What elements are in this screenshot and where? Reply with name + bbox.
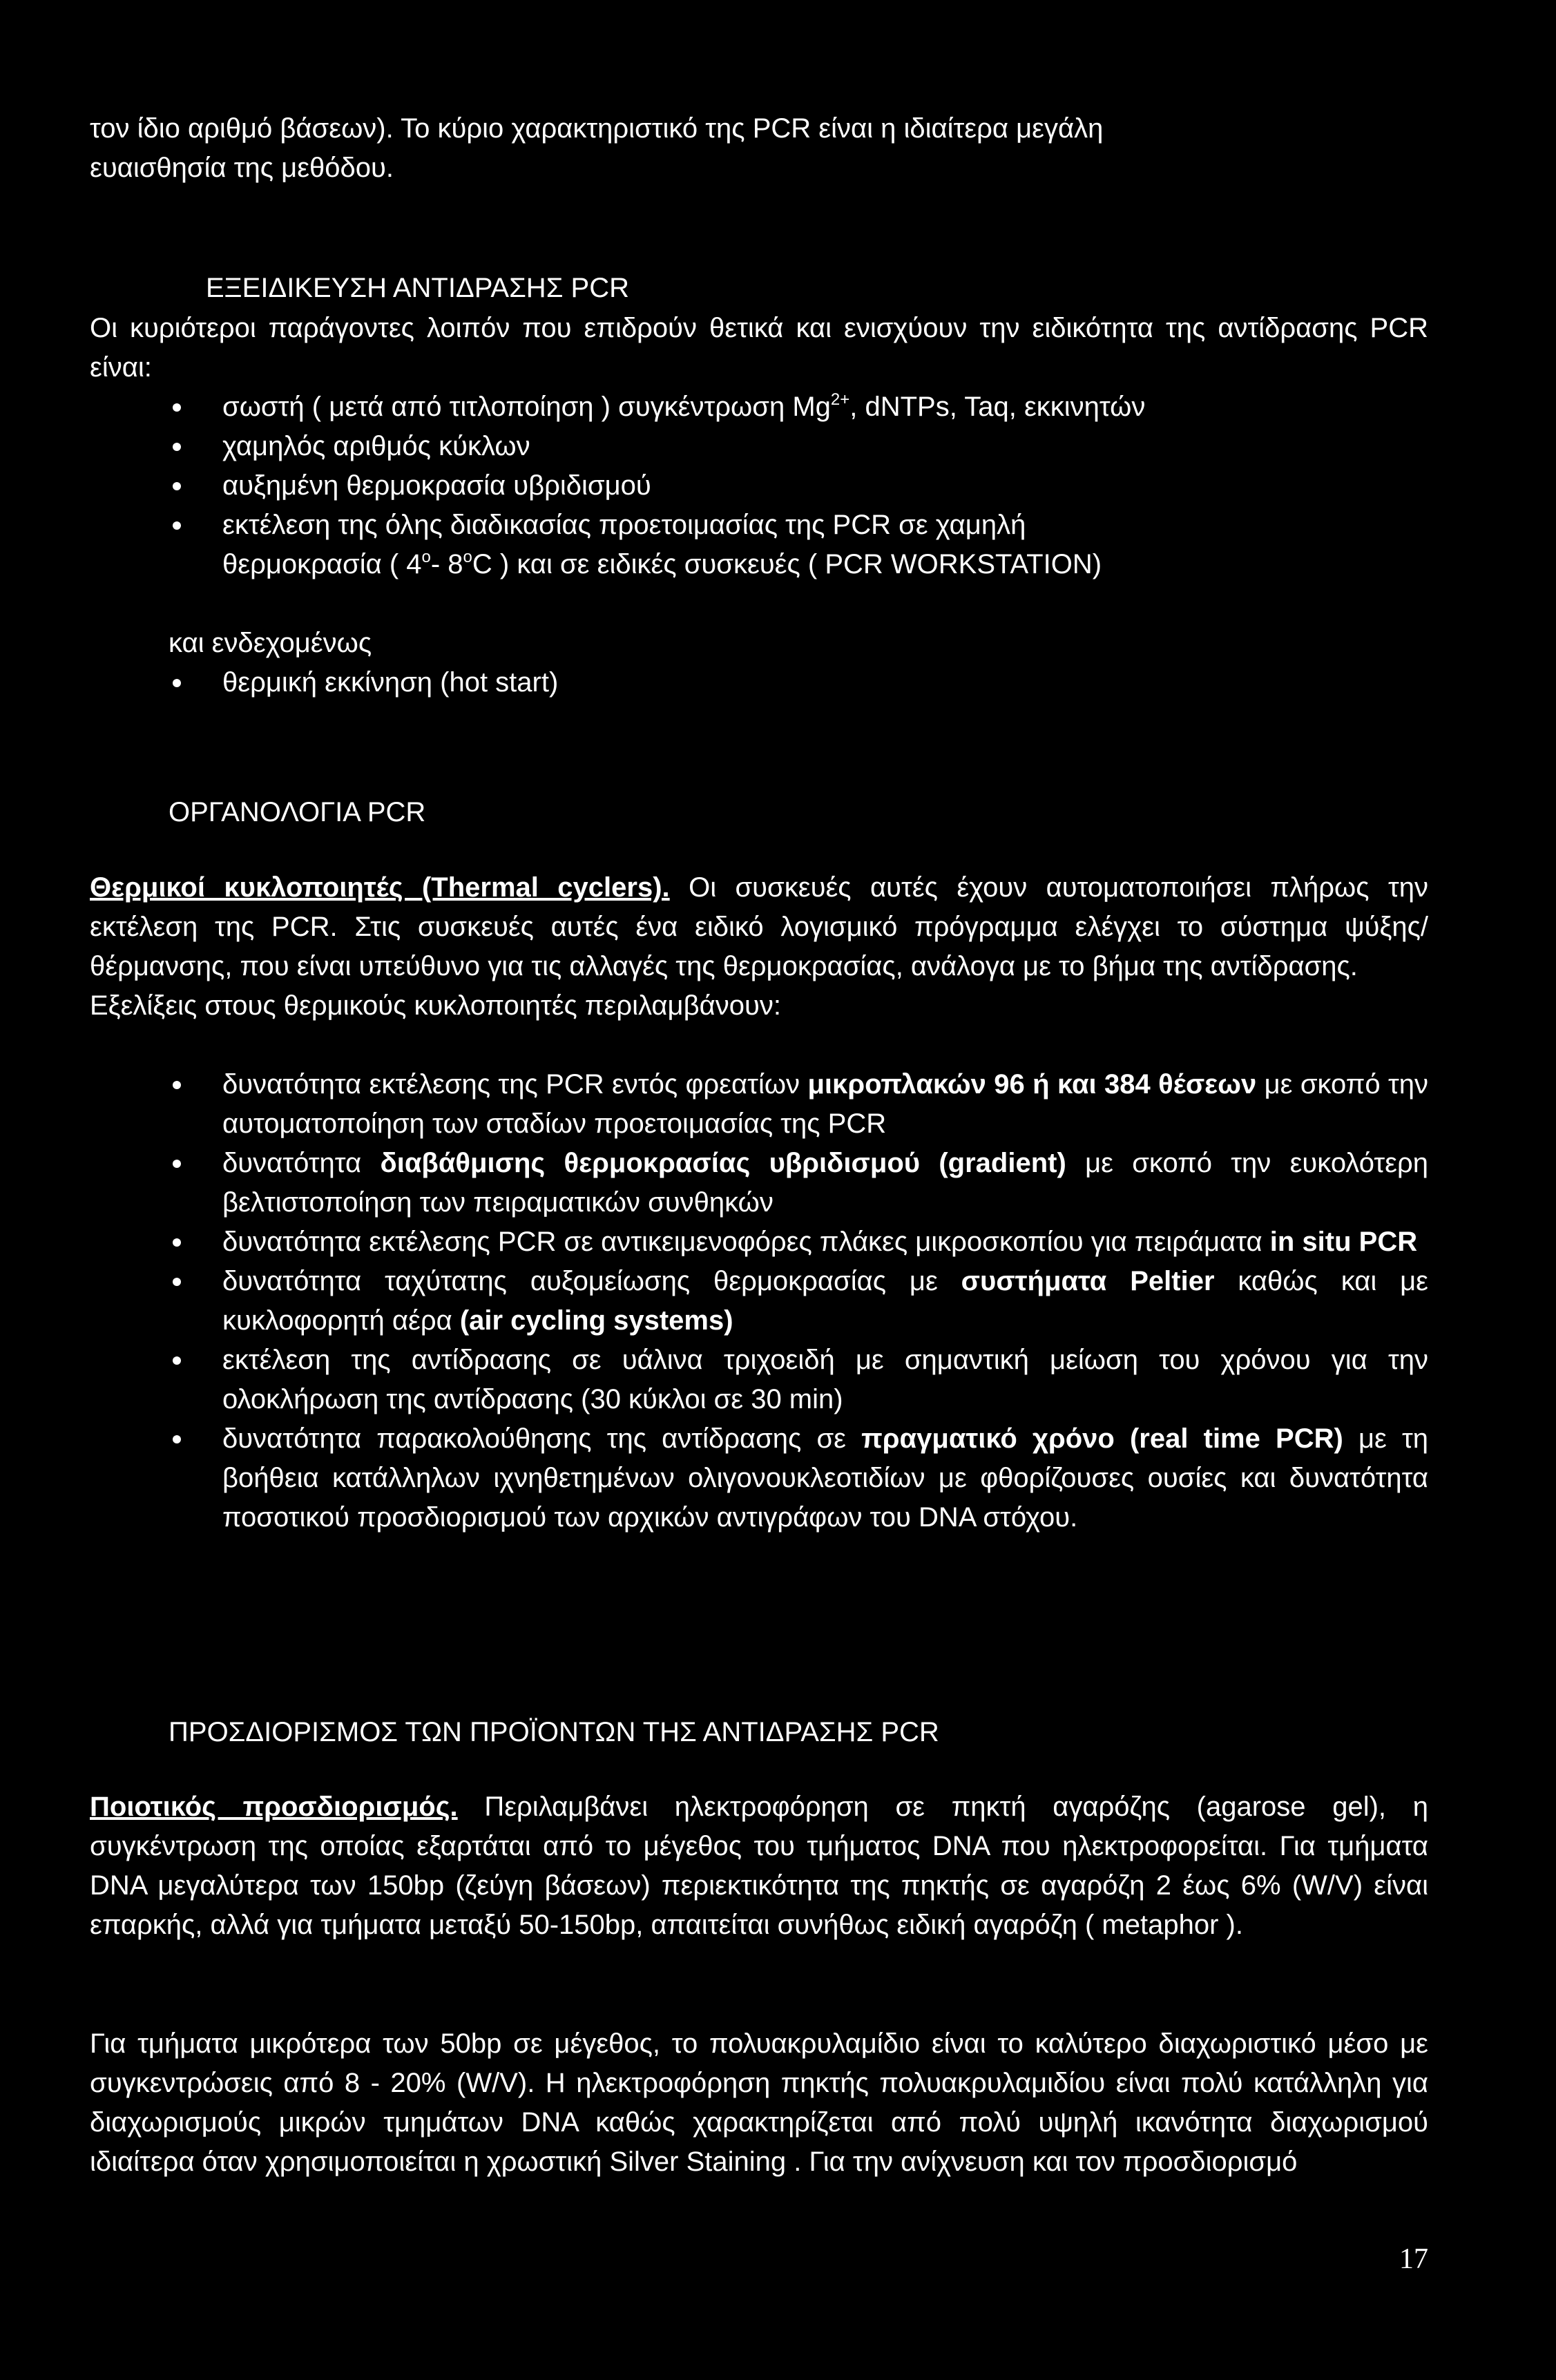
list-item: [169, 466, 1428, 506]
list-item-text: [222, 1065, 1428, 1144]
superscript: o: [463, 548, 472, 566]
list-item: [169, 506, 1428, 584]
polyacrylamide-paragraph: [90, 2024, 1428, 2182]
text-span: καθώς και με κυκλοφορητή αέρα: [222, 1266, 1428, 1336]
bold-span: μικροπλακών 96 ή και 384 θέσεων: [807, 1069, 1257, 1100]
intro-line-2: ευαισθησία της μεθόδου.: [90, 153, 394, 183]
list-item-line: [222, 545, 1428, 584]
text-span: δυνατότητα εκτέλεσης της PCR εντός φρεατίων: [222, 1069, 808, 1100]
list-item: [169, 663, 1428, 702]
paragraph-title: Ποιοτικός προσδιορισμός.: [90, 1792, 458, 1822]
thermal-cyclers-paragraph: [90, 868, 1428, 1026]
paragraph-text: Για τμήματα μικρότερα των 50bp σε μέγεθος, το πολυακρυλαμίδιο είναι το καλύτερο διαχωριστικό μέσο με συγκεντρώσεις από 8 - 20% (W/V). Η ηλεκτροφόρηση πηκτής πολυακρυλαμιδίου είναι πολύ κατάλληλη για διαχωρισμούς μικρών τμημάτων DNA καθώς χαρακτηρίζεται από πολύ υψηλή ικανότητα διαχωρισμού ιδιαίτερα όταν χρησιμοποιείται η χρωστική Silver Staining . Για την ανίχνευση και τον προσδιορισμό: [90, 2028, 1428, 2177]
section-heading-instruments: ΟΡΓΑΝΟΛΟΓΙΑ PCR: [169, 797, 426, 827]
section-heading-specificity: ΕΞΕΙΔΙΚΕΥΣΗ ΑΝΤΙΔΡΑΣΗΣ PCR: [206, 273, 629, 303]
list-item-text: εκτέλεση της αντίδρασης σε υάλινα τριχοειδή με σημαντική μείωση του χρόνου για την ολοκλήρωση της αντίδρασης (30 κύκλοι σε 30 min): [222, 1345, 1428, 1414]
list-item-text: θερμοκρασία ( 4: [222, 549, 422, 579]
paragraph: [90, 1787, 1428, 1945]
list-item-text: [222, 1222, 1428, 1262]
qualitative-paragraph: [90, 1787, 1428, 1945]
specificity-list: [169, 387, 1428, 584]
list-item: [169, 427, 1428, 466]
developments-intro: Εξελίξεις στους θερμικούς κυκλοποιητές περιλαμβάνουν:: [90, 990, 781, 1021]
list-item: [169, 1262, 1428, 1341]
superscript: o: [421, 548, 431, 566]
list-item-text: χαμηλός αριθμός κύκλων: [222, 431, 530, 461]
specificity-intro: [90, 309, 1428, 387]
list-item: [169, 1222, 1428, 1262]
list-item-text: - 8: [430, 549, 463, 579]
paragraph-text: Περιλαμβάνει ηλεκτροφόρηση σε πηκτή αγαρόζης (agarose gel), η συγκέντρωση της οποίας εξαρτάται από το μέγεθος του τμήματος DNA που ηλεκτροφορείται. Για τμήματα DNA μεγαλύτερα των 150bp (ζεύγη βάσεων) περιεκτικότητα της πηκτής σε αγαρόζη 2 έως 6% (W/V) είναι επαρκής, αλλά για τμήματα μεταξύ 50-150bp, απαιτείται συνήθως ειδική αγαρόζη ( metaphor ).: [90, 1792, 1428, 1940]
text-span: με σκοπό την ευκολότερη βελτιστοποίηση των πειραματικών συνθηκών: [222, 1148, 1429, 1218]
bold-span: (air cycling systems): [459, 1305, 733, 1336]
list-item: [169, 1419, 1428, 1537]
intro-text: [90, 109, 1428, 188]
text-span: δυνατότητα ταχύτατης αυξομείωσης θερμοκρασίας με: [222, 1266, 961, 1296]
text-span: με σκοπό την αυτοματοποίηση των σταδίων προετοιμασίας της PCR: [222, 1069, 1429, 1139]
page-number: 17: [1399, 2243, 1428, 2275]
developments-list: [169, 1065, 1428, 1537]
list-item: [169, 1341, 1428, 1419]
list-item-text: θερμική εκκίνηση (hot start): [222, 667, 559, 698]
bold-span: συστήματα Peltier: [961, 1266, 1215, 1296]
list-item-text: [222, 1144, 1428, 1222]
text-span: δυνατότητα παρακολούθησης της αντίδρασης σε: [222, 1423, 862, 1454]
list-item-text: [222, 1262, 1428, 1341]
section-heading-products: ΠΡΟΣΔΙΟΡΙΣΜΟΣ ΤΩΝ ΠΡΟΪΟΝΤΩΝ ΤΗΣ ΑΝΤΙΔΡΑΣΗΣ PCR: [169, 1717, 939, 1747]
list-item-text: , dNTPs, Taq, εκκινητών: [849, 392, 1146, 422]
text-span: δυνατότητα εκτέλεσης PCR σε αντικειμενοφόρες πλάκες μικροσκοπίου για πειράματα: [222, 1227, 1270, 1257]
paragraph-text: Οι συσκευές αυτές έχουν αυτοματοποιήσει πλήρως την εκτέλεση της PCR. Στις συσκευές αυτές ένα ειδικό λογισμικό πρόγραμμα ελέγχει το σύστημα ψύξης/θέρμανσης, που είναι υπεύθυνο για τις αλλαγές της θερμοκρασίας, ανάλογα με το βήμα της αντίδρασης.: [90, 872, 1428, 981]
list-item: [169, 1144, 1428, 1222]
text-span: δυνατότητα: [222, 1148, 381, 1178]
paragraph-title: Θερμικοί κυκλοποιητές (Thermal cyclers).: [90, 872, 670, 903]
list-item-line: [222, 506, 1428, 545]
intro-line-1: τον ίδιο αριθμό βάσεων). Το κύριο χαρακτηριστικό της PCR είναι η ιδιαίτερα μεγάλη: [90, 113, 1104, 144]
superscript: 2+: [830, 390, 850, 409]
text-span: με τη βοήθεια κατάλληλων ιχνηθετημένων ολιγονουκλεοτιδίων με φθορίζουσες ουσίες και δυνατότητα ποσοτικού προσδιορισμού των αρχικών αντιγράφων του DNA στόχου.: [222, 1423, 1429, 1533]
list-item: [169, 1065, 1428, 1144]
bold-span: διαβάθμισης θερμοκρασίας υβριδισμού (gradient): [380, 1148, 1066, 1178]
bold-span: πραγματικό χρόνο (real time PCR): [861, 1423, 1343, 1454]
paragraph: [90, 868, 1428, 986]
bold-span: in situ PCR: [1269, 1227, 1418, 1257]
list-item-text: εκτέλεση της όλης διαδικασίας προετοιμασίας της PCR σε χαμηλή: [222, 510, 1026, 540]
specificity-connector: και ενδεχομένως: [169, 628, 372, 658]
list-item: [169, 387, 1428, 427]
specificity-intro-text: Οι κυριότεροι παράγοντες λοιπόν που επιδρούν θετικά και ενισχύουν την ειδικότητα της αντίδρασης PCR είναι:: [90, 313, 1428, 383]
list-item-text: αυξημένη θερμοκρασία υβριδισμού: [222, 470, 651, 501]
specificity-list-2: [169, 663, 1428, 702]
list-item-text: σωστή ( μετά από τιτλοποίηση ) συγκέντρωση Mg: [222, 392, 831, 422]
list-item-text: [222, 1419, 1428, 1537]
list-item-text: C ) και σε ειδικές συσκευές ( PCR WORKSTATION): [472, 549, 1102, 579]
